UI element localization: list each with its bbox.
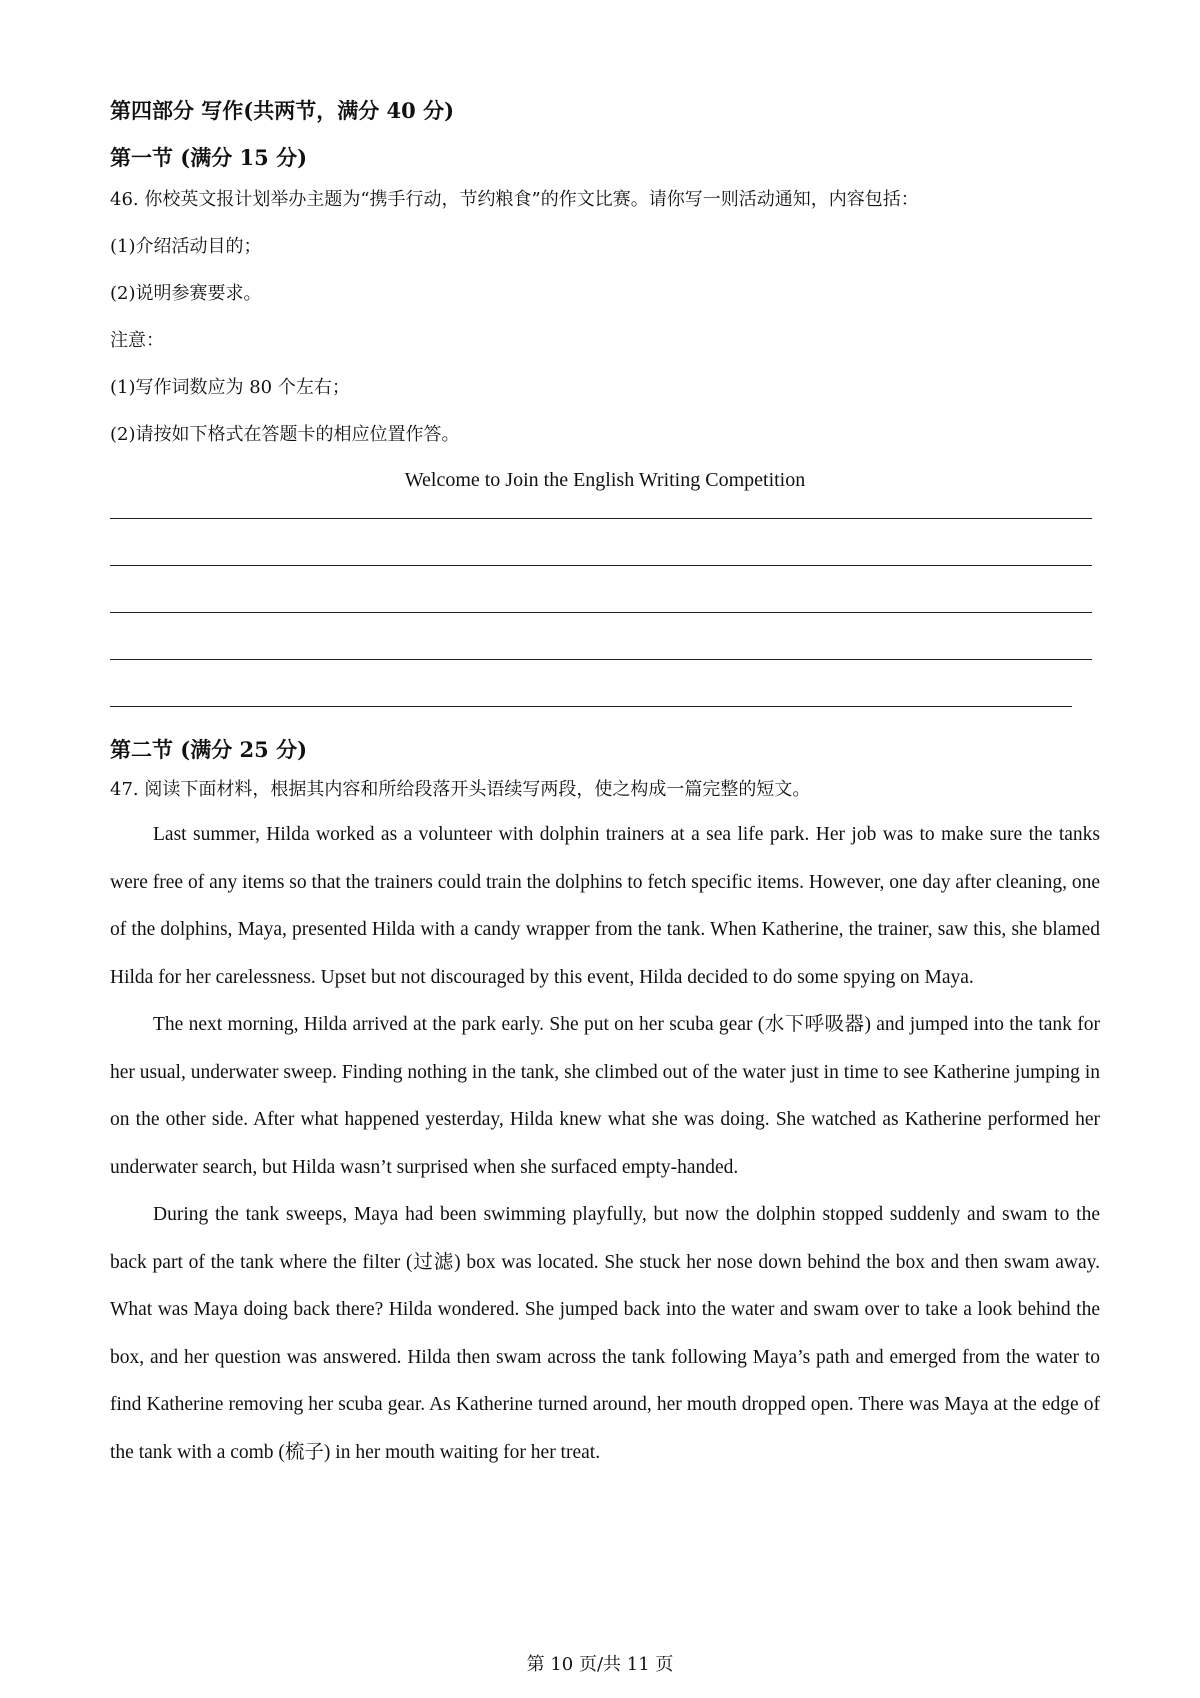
question-47: 47. 阅读下面材料，根据其内容和所给段落开头语续写两段，使之构成一篇完整的短文。 (110, 779, 811, 800)
section1-heading: 第一节 (满分 15 分) (110, 145, 308, 170)
content-point-2: (2)说明参赛要求。 (110, 283, 262, 304)
question-46: 46. 你校英文报计划举办主题为“携手行动，节约粮食”的作文比赛。请你写一则活动通知，内容包括： (110, 189, 919, 210)
passage-paragraph: The next morning, Hilda arrived at the park early. She put on her scuba gear (水下呼吸器) and jumped into the tank for her usual, underwater sweep. Finding nothing in the tank, she climbed out of the water just in time to see Katherine jumping in on the other side. After what happened yesterday, Hilda knew what she was doing. She watched as Katherine performed her underwater search, but Hilda wasn’t surprised when she surfaced empty-handed. (110, 1014, 1100, 1178)
note-label: 注意： (110, 330, 164, 351)
part-heading: 第四部分 写作(共两节，满分 40 分) (110, 98, 455, 123)
answer-line (110, 659, 1092, 660)
exam-page (110, 96, 1100, 1476)
passage-paragraph: During the tank sweeps, Maya had been swimming playfully, but now the dolphin stopped suddenly and swam to the back part of the tank where the filter (过滤) box was located. She stuck her nose down behind the box and then swam away. What was Maya doing back there? Hilda wondered. She jumped back into the water and swam over to take a look behind the box, and her question was answered. Hilda then swam across the tank following Maya’s path and emerged from the water to find Katherine removing her scuba gear. As Katherine turned around, her mouth dropped open. There was Maya at the edge of the tank with a comb (梳子) in her mouth waiting for her treat. (110, 1204, 1100, 1463)
answer-line (110, 612, 1092, 613)
passage-paragraph: Last summer, Hilda worked as a volunteer with dolphin trainers at a sea life park. Her job was to make sure the tanks were free of any items so that the trainers could train the dolphins to fetch specific items. However, one day after cleaning, one of the dolphins, Maya, presented Hilda with a candy wrapper from the tank. When Katherine, the trainer, saw this, she blamed Hilda for her carelessness. Upset but not discouraged by this event, Hilda decided to do some spying on Maya. (110, 824, 1100, 988)
section2-heading: 第二节 (满分 25 分) (110, 737, 308, 762)
note-1: (1)写作词数应为 80 个左右； (110, 377, 350, 398)
writing-prompt-title: Welcome to Join the English Writing Competition (404, 469, 806, 491)
answer-line (110, 565, 1092, 566)
content-point-1: (1)介绍活动目的； (110, 236, 262, 257)
answer-line (110, 706, 1072, 707)
note-2: (2)请按如下格式在答题卡的相应位置作答。 (110, 424, 460, 445)
page-footer: 第 10 页/共 11 页 (526, 1654, 674, 1675)
reading-passage (110, 811, 1100, 1476)
answer-line (110, 518, 1092, 519)
